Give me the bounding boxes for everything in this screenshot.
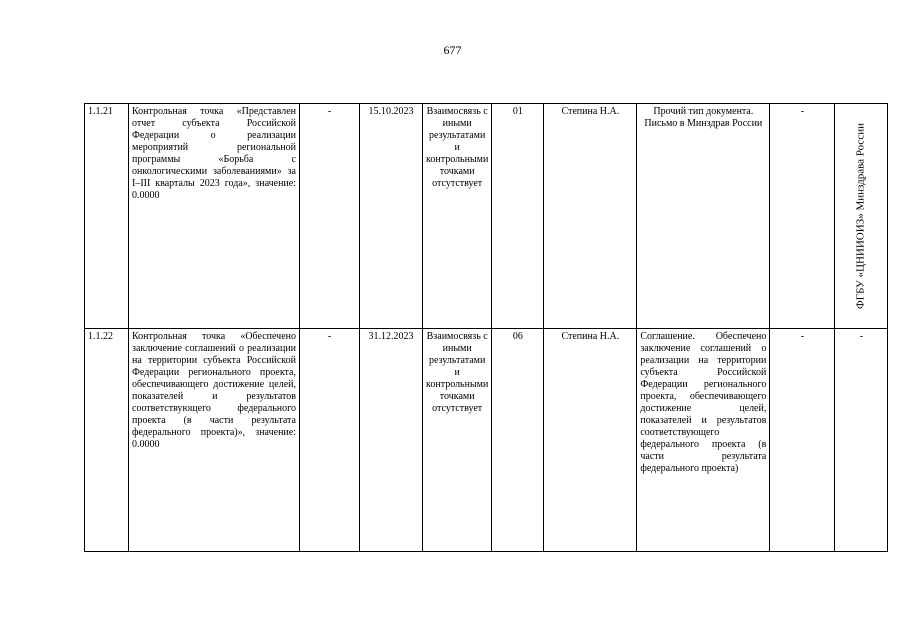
row-start-date: - bbox=[300, 329, 360, 552]
table-row bbox=[85, 104, 888, 329]
row-description: Контрольная точка «Обеспечено заключение соглашений о реализации на территории субъекта Российской Федерации регионального проекта, обеспечивающего достижение целей, показателей и результатов соответствующего федерального проекта (в части результата федерального проекта)», значение: 0.0000 bbox=[129, 329, 300, 552]
row-code: 01 bbox=[492, 104, 544, 329]
row-code: 06 bbox=[492, 329, 544, 552]
row-relation: Взаимосвязь с иными результатами и контрольными точками отсутствует bbox=[423, 329, 492, 552]
control-points-table bbox=[84, 103, 888, 552]
row-col9: - bbox=[770, 104, 835, 329]
row-end-date: 15.10.2023 bbox=[360, 104, 423, 329]
page-number: 677 bbox=[443, 43, 462, 57]
row-document: Прочий тип документа. Письмо в Минздрав России bbox=[637, 104, 770, 329]
row-responsible: Степина Н.А. bbox=[544, 329, 637, 552]
row-description: Контрольная точка «Представлен отчет субъекта Российской Федерации о реализации мероприятий региональной программы «Борьба с онкологическими заболеваниями» за I–III кварталы 2023 года», значение: 0.0000 bbox=[129, 104, 300, 329]
row-document: Соглашение. Обеспечено заключение соглашений о реализации на территории субъекта Российской Федерации регионального проекта, обеспечивающего достижение целей, показателей и результатов соответствующего федерального проекта (в части результата федерального проекта) bbox=[637, 329, 770, 552]
row-number: 1.1.21 bbox=[85, 104, 129, 329]
row-start-date: - bbox=[300, 104, 360, 329]
row-organization: - bbox=[835, 329, 888, 552]
row-end-date: 31.12.2023 bbox=[360, 329, 423, 552]
row-number: 1.1.22 bbox=[85, 329, 129, 552]
row-relation: Взаимосвязь с иными результатами и контрольными точками отсутствует bbox=[423, 104, 492, 329]
row-organization-text: ФГБУ «ЦНИИОИЗ» Минздрава России bbox=[854, 123, 867, 309]
row-col9: - bbox=[770, 329, 835, 552]
table-row bbox=[85, 329, 888, 552]
row-organization bbox=[835, 104, 888, 329]
row-responsible: Степина Н.А. bbox=[544, 104, 637, 329]
